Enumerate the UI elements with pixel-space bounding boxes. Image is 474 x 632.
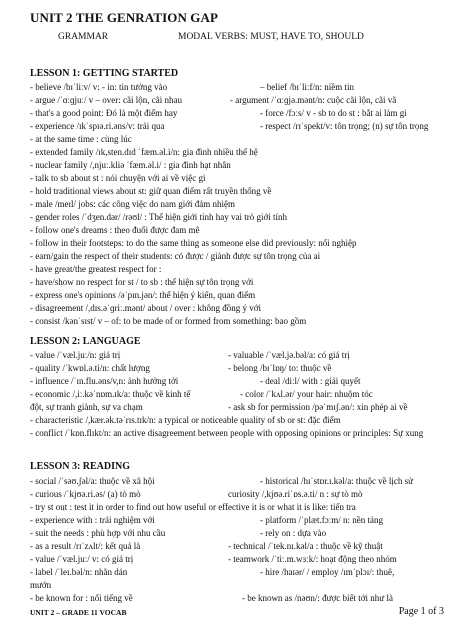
vocab-line: - express one's opinions /əˈpɪn.jən/: thể hiện ý kiến, quan điểm bbox=[30, 290, 256, 300]
vocab-entry: - influence /ˈɪn.flu.əns/v,n: ảnh hưởng tới bbox=[30, 376, 179, 386]
vocab-entry: - social /ˈsəʊ.ʃəl/a: thuộc về xã hội bbox=[30, 476, 155, 486]
vocab-line bbox=[30, 554, 450, 565]
footer-unit-label: UNIT 2 – GRADE 11 VOCAB bbox=[30, 608, 127, 617]
vocab-line bbox=[30, 108, 450, 119]
subtitle-grammar: GRAMMAR bbox=[58, 32, 109, 42]
vocab-entry: - curious /ˈkjʊə.ri.əs/ (a) tò mò bbox=[30, 489, 141, 499]
vocab-entry: - argument /ˈɑːɡjə.mənt/n: cuộc cãi lộn, cãi vã bbox=[230, 95, 397, 105]
vocab-line bbox=[30, 363, 450, 374]
vocab-entry: đột, sự tranh giành, sự va chạm bbox=[30, 402, 143, 412]
vocab-line: - disagreement /,dɪs.əˈɡriː.mənt/ about / over : không đồng ý với bbox=[30, 303, 261, 313]
vocab-line: - follow one's dreams : theo đuổi được đam mê bbox=[30, 225, 200, 235]
vocab-line: - try st out : test it in order to find out how useful or effective it is or what it is like: tiến tra bbox=[30, 502, 356, 512]
vocab-entry: - hire /haɪər/ / employ /ɪmˈplɔɪ/: thuê, bbox=[260, 567, 395, 577]
vocab-entry: - quality /ˈkwɒl.ə.ti/n: chất lượng bbox=[30, 363, 150, 373]
vocab-entry: - ask sb for permission /pəˈmɪʃ.ən/: xin phép ai về bbox=[228, 402, 408, 412]
vocab-line: - conflict /ˈkɒn.flɪkt/n: an active disagreement between people with opposing opinions or principles: Sự xung bbox=[30, 428, 424, 438]
vocab-entry: - value /ˈvæl.juː/ v: có giá trị bbox=[30, 554, 134, 564]
vocab-entry: - rely on : dựa vào bbox=[260, 528, 327, 538]
vocab-line: - talk to sb about st : nói chuyện với ai về việc gì bbox=[30, 173, 206, 183]
vocab-entry: - argue /ˈɑːɡjuː/ v – over: cãi lộn, cãi nhau bbox=[30, 95, 182, 105]
vocab-line: - consist /kənˈsɪst/ v – of: to be made of or formed from something: bao gồm bbox=[30, 316, 307, 326]
vocab-line: - nuclear family /,njuː.kliə ˈfæm.əl.i/ : gia đình hạt nhân bbox=[30, 160, 231, 170]
vocab-line bbox=[30, 82, 450, 93]
page-number: Page 1 of 3 bbox=[398, 606, 444, 617]
vocab-entry: - deal /diːl/ with : giải quyết bbox=[260, 376, 361, 386]
vocab-line bbox=[30, 350, 450, 361]
vocab-entry: - technical /ˈtek.nɪ.kəl/a : thuộc về kỹ thuật bbox=[228, 541, 383, 551]
vocab-line: mướn bbox=[30, 580, 52, 590]
vocab-line bbox=[30, 95, 450, 106]
vocab-line: - at the same time : cùng lúc bbox=[30, 134, 132, 144]
vocab-entry: - that's a good point: Đó là một điểm hay bbox=[30, 108, 178, 118]
vocab-entry: – belief /bɪˈliːf/n: niềm tin bbox=[260, 82, 354, 92]
subtitle-modal-verbs: MODAL VERBS: MUST, HAVE TO, SHOULD bbox=[178, 32, 364, 42]
vocab-entry: - color /ˈkʌl.ər/ your hair: nhuộm tóc bbox=[240, 389, 373, 399]
vocab-entry: - platform /ˈplæt.fɔːm/ n: nền tảng bbox=[260, 515, 383, 525]
vocab-entry: - label /ˈleɪ.bəl/n: nhãn dán bbox=[30, 567, 128, 577]
vocab-entry: - value /ˈvæl.juː/n: giá trị bbox=[30, 350, 121, 360]
vocab-entry: - belong /bɪˈlɒŋ/ to: thuộc về bbox=[228, 363, 332, 373]
vocab-line: - characteristic /,kær.ək.təˈrɪs.tɪk/n: a typical or noticeable quality of sb or st: đặc điểm bbox=[30, 415, 341, 425]
vocab-entry: - as a result /rɪˈzʌlt/: kết quả là bbox=[30, 541, 141, 551]
vocab-line bbox=[30, 376, 450, 387]
vocab-entry: - experience /ɪkˈspɪə.ri.əns/v: trải qua bbox=[30, 121, 165, 131]
vocab-line: - have/show no respect for st / to sb : thể hiện sự tôn trọng với bbox=[30, 277, 254, 287]
vocab-line: - male /meɪl/ jobs: các công việc do nam giới đảm nhiệm bbox=[30, 199, 235, 209]
vocab-line bbox=[30, 567, 450, 578]
vocab-line bbox=[30, 593, 450, 604]
vocab-line bbox=[30, 489, 450, 500]
vocab-line: - gender roles /ˈdʒen.dər/ /rəʊl/ : Thể hiện giới tính hay vai trò giới tính bbox=[30, 212, 287, 222]
vocab-entry: - economic /,iː.kəˈnɒm.ɪk/a: thuộc về kinh tế bbox=[30, 389, 191, 399]
vocab-line bbox=[30, 528, 450, 539]
vocab-entry: - valuable /ˈvæl.jə.bəl/a: có giá trị bbox=[228, 350, 350, 360]
section-title-lesson3: LESSON 3: READING bbox=[30, 461, 131, 472]
vocab-entry: - historical /hɪˈstɒr.ɪ.kəl/a: thuộc về lịch sử bbox=[260, 476, 414, 486]
vocab-entry: - be known for : nổi tiếng về bbox=[30, 593, 133, 603]
vocab-entry: - suit the needs : phù hợp với nhu cầu bbox=[30, 528, 166, 538]
vocab-entry: - teamwork /ˈtiː.m.wɜːk/: hoạt động theo nhóm bbox=[228, 554, 397, 564]
vocab-line bbox=[30, 541, 450, 552]
vocab-line bbox=[30, 389, 450, 400]
unit-title: UNIT 2 THE GENRATION GAP bbox=[30, 10, 219, 25]
vocab-entry: - experience with : trải nghiệm với bbox=[30, 515, 155, 525]
vocab-line bbox=[30, 515, 450, 526]
section-title-lesson1: LESSON 1: GETTING STARTED bbox=[30, 68, 179, 79]
vocab-line: - hold traditional views about st: giữ quan điểm rất truyền thống về bbox=[30, 186, 272, 196]
section-title-lesson2: LESSON 2: LANGUAGE bbox=[30, 336, 141, 347]
vocab-line bbox=[30, 121, 450, 132]
vocab-entry: - respect /rɪˈspekt/v: tôn trọng; (n) sự tôn trọng bbox=[260, 121, 429, 131]
vocab-entry: - be known as /nəʊn/: được biết tới như là bbox=[242, 593, 393, 603]
vocab-entry: - believe /bɪˈliːv/ v: - in: tin tưởng vào bbox=[30, 82, 168, 92]
vocab-line bbox=[30, 476, 450, 487]
vocab-line: - extended family /ɪk,sten.dɪd ˈfæm.əl.i/n: gia đình nhiều thế hệ bbox=[30, 147, 258, 157]
vocab-entry: - force /fɔːs/ v - sb to do st : bắt ai làm gì bbox=[260, 108, 407, 118]
vocab-line: - have great/the greatest respect for : bbox=[30, 264, 162, 274]
vocab-line bbox=[30, 402, 450, 413]
vocab-entry: curiosity /,kjʊə.riˈɒs.ə.ti/ n : sự tò mò bbox=[228, 489, 363, 499]
vocab-line: - follow in their footsteps: to do the same thing as someone else did previously: nối nghiệp bbox=[30, 238, 357, 248]
vocab-line: - earn/gain the respect of their students: có được / giành được sự tôn trọng của ai bbox=[30, 251, 321, 261]
